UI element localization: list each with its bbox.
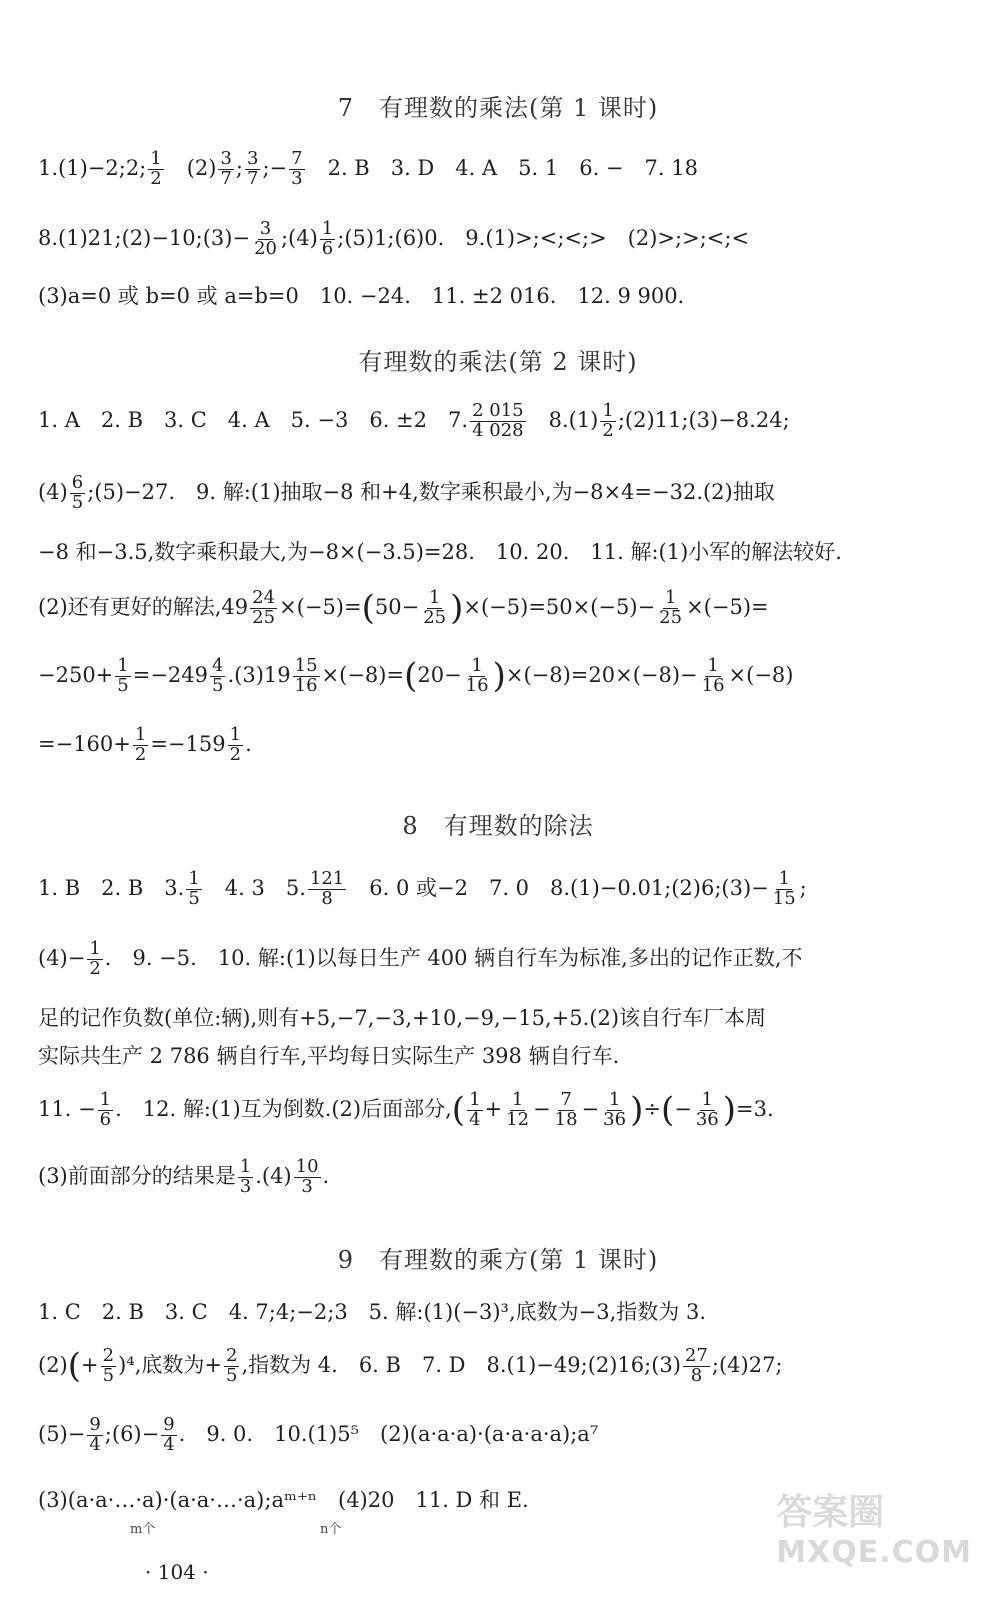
answer-line: (3)a=0 或 b=0 或 a=b=0 10. −24. 11. ±2 016. 12. 9 900. <box>38 284 685 308</box>
answer-line: (2)还有更好的解法,49 $\frac{24}{25}$ ×(−5)=(50− $\frac{1}{25}$ )×(−5)=50×(−5)− $\frac{1}{25}$ ×(−5)= <box>38 587 769 628</box>
answer-line: 实际共生产 2 786 辆自行车,平均每日实际生产 398 辆自行车. <box>38 1044 620 1068</box>
watermark-logo: 答案圈 MXQE.COM <box>776 1492 972 1570</box>
answer-line: 1. B 2. B 3. $\frac{1}{5}$ 4. 3 5. $\frac{121}{8}$ 6. 0 或−2 7. 0 8.(1)−0.01;(2)6;(3)− $\frac{1}{15}$ ; <box>38 868 807 909</box>
section-title-8: 8 有理数的除法 <box>402 812 594 840</box>
page-number: · 104 · <box>145 1560 209 1584</box>
brace-label: m个 <box>130 1522 156 1537</box>
section-title-9: 9 有理数的乘方(第 1 课时) <box>337 1246 659 1274</box>
section-title-7b: 有理数的乘法(第 2 课时) <box>358 348 638 376</box>
answer-line: (3)前面部分的结果是 $\frac{1}{3}$ .(4) $\frac{10}{3}$ . <box>38 1156 330 1197</box>
answer-line: (4)− $\frac{1}{2}$ . 9. −5. 10. 解:(1)以每日生产 400 辆自行车为标准,多出的记作正数,不 <box>38 938 803 979</box>
answer-line: (2)(+ $\frac{2}{5}$ )⁴,底数为+ $\frac{2}{5}$ ,指数为 4. 6. B 7. D 8.(1)−49;(2)16;(3) $\frac{27}{8}$ ;(4)27; <box>38 1345 783 1386</box>
answer-line: 8.(1)21;(2)−10;(3)− $\frac{3}{20}$ ;(4) $\frac{1}{6}$ ;(5)1;(6)0. 9.(1)>;<;<;> (2)>;>;<;< <box>38 218 750 259</box>
answer-line: =−160+ $\frac{1}{2}$ =−159 $\frac{1}{2}$ . <box>38 724 252 765</box>
answer-line: (5)− $\frac{9}{4}$ ;(6)− $\frac{9}{4}$ . 9. 0. 10.(1)5⁵ (2)(a·a·a)·(a·a·a·a);a⁷ <box>38 1414 599 1455</box>
answer-line: (3)(a·a·…·a)·(a·a·…·a);aᵐ⁺ⁿ (4)20 11. D 和 E. <box>38 1488 529 1512</box>
answer-line: 1.(1)−2;2; $\frac{1}{2}$ (2) $\frac{3}{7}$ ; $\frac{3}{7}$ ;− $\frac{7}{3}$ 2. B 3. D 4. A 5. 1 6. − 7. 18 <box>38 148 698 189</box>
answer-line: −8 和−3.5,数字乘积最大,为−8×(−3.5)=28. 10. 20. 11. 解:(1)小军的解法较好. <box>38 540 842 564</box>
section-title-7: 7 有理数的乘法(第 1 课时) <box>337 94 659 122</box>
answer-line: −250+ $\frac{1}{5}$ =−249 $\frac{4}{5}$ .(3)19 $\frac{15}{16}$ ×(−8)=(20− $\frac{1}{16}$ )×(−8)=20×(−8)− $\frac{1}{16}$ ×(−8) <box>38 655 794 696</box>
brace-label: n个 <box>320 1522 342 1537</box>
answer-line: 1. C 2. B 3. C 4. 7;4;−2;3 5. 解:(1)(−3)³,底数为−3,指数为 3. <box>38 1300 706 1324</box>
answer-line: 11. − $\frac{1}{6}$ . 12. 解:(1)互为倒数.(2)后面部分,( $\frac{1}{4}$ + $\frac{1}{12}$ − $\frac{7}{18}$ − $\frac{1}{36}$ )÷(− $\frac{1}{36}$ )=3. <box>38 1089 774 1130</box>
answer-line: 1. A 2. B 3. C 4. A 5. −3 6. ±2 7. $\frac{2 015}{4 028}$ 8.(1) $\frac{1}{2}$ ;(2)11;(3)−8.24; <box>38 400 790 441</box>
answer-line: (4) $\frac{6}{5}$ ;(5)−27. 9. 解:(1)抽取−8 和+4,数字乘积最小,为−8×4=−32.(2)抽取 <box>38 472 775 513</box>
answer-line: 足的记作负数(单位:辆),则有+5,−7,−3,+10,−9,−15,+5.(2)该自行车厂本周 <box>38 1006 767 1030</box>
